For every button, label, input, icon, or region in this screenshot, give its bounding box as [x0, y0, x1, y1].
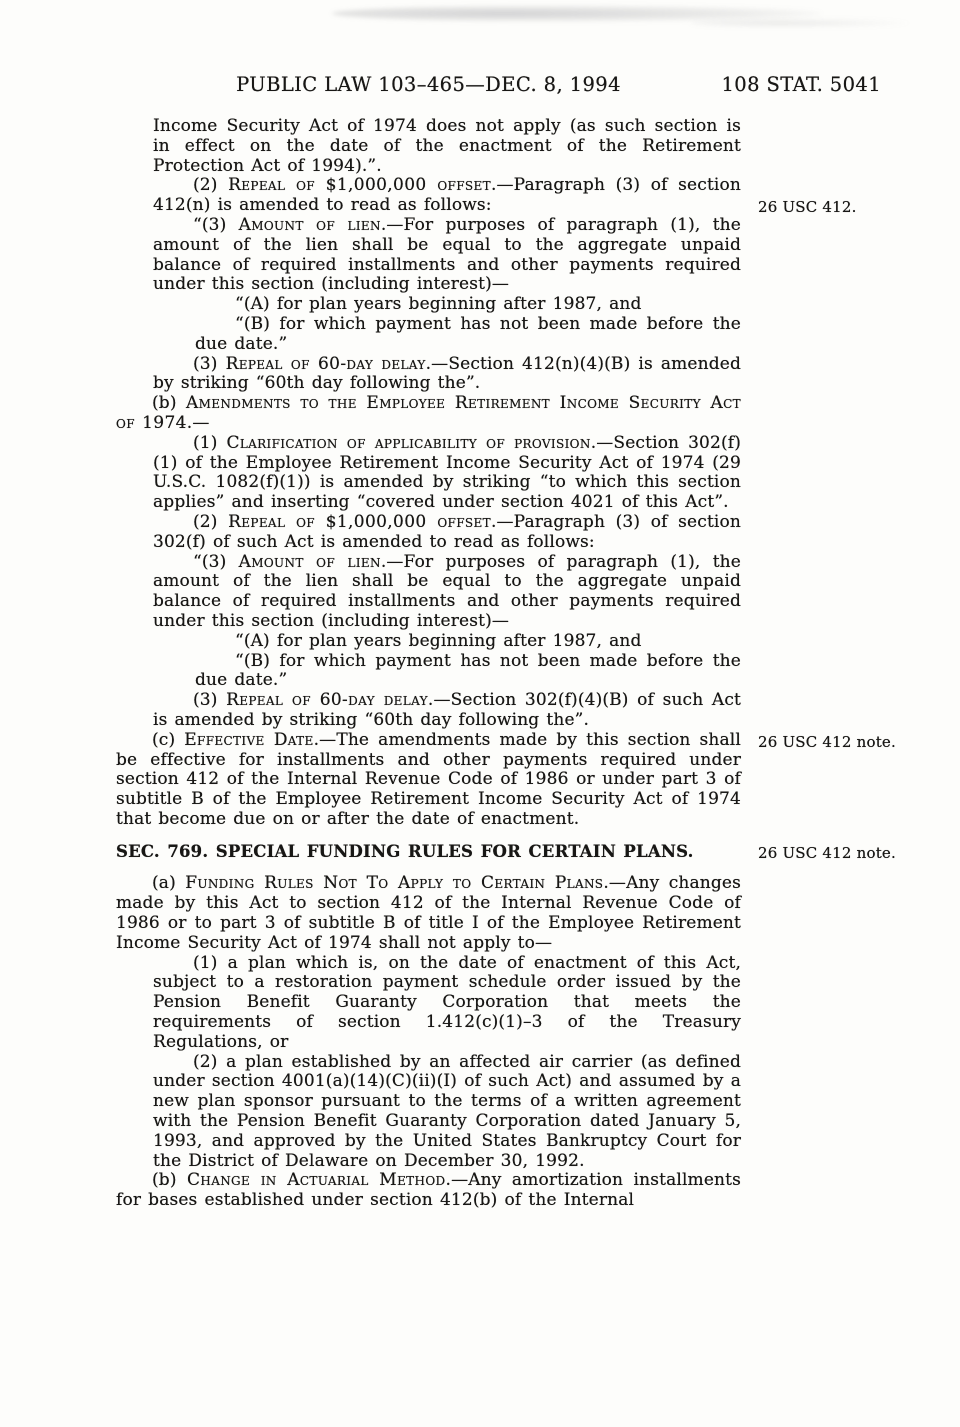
text-run: .—Paragraph (3) of section 302(f) of such Act is amended to read as follows:: [153, 511, 741, 552]
text-run: (a): [152, 873, 186, 894]
text-run: “(A) for plan years beginning after 1987, and: [235, 630, 642, 651]
text-run: “(B) for which payment has not been made before the due date.”: [195, 650, 741, 691]
para-a-funding-rules: [116, 874, 741, 953]
text-run: (3): [193, 690, 227, 711]
subpara-B-erisa: [195, 652, 741, 692]
text-run: (b): [152, 1170, 188, 1191]
scan-artifact-smudge: [690, 18, 910, 28]
text-run: (2) a plan established by an affected air carrier (as defined under section 4001(a)(14)(C)(ii)(I) of such Act) and assumed by a new plan sponsor pursuant to the terms of a written agreement with the Pension Benefit Guaranty Corporation dated January 5, 1993, and approved by the United States Bankruptcy Court for the District of Delaware on December 30, 1992.: [153, 1051, 741, 1171]
usc-margin-note: 26 USC 412 note.: [758, 732, 896, 751]
text-run: (1) a plan which is, on the date of enactment of this Act, subject to a restoration payment schedule order issued by the Pension Benefit Guaranty Corporation that meets the requirements of section 1.412(c)(1)–3 of the Treasury Regulations, or: [153, 952, 741, 1052]
subpara-B: [195, 315, 741, 355]
text-run: .—The amendments made by this section shall be effective for installments and other payments required under section 412 of the Internal Revenue Code of 1986 or under part 3 of subtitle B of the Employee Retirement Income Security Act of 1974 that become due on or after the date of enactment.: [116, 729, 741, 829]
running-head-law-number: PUBLIC LAW 103–465—DEC. 8, 1994: [236, 73, 621, 96]
text-run: .—Section 412(n)(4)(B) is amended by striking “60th day following the”.: [153, 353, 741, 394]
small-caps-run: Amount of lien: [238, 551, 381, 572]
running-head: [0, 73, 960, 99]
text-run: “(A) for plan years beginning after 1987, and: [235, 294, 642, 315]
small-caps-run: Amendments to the Employee Retirement Income Security Act of 1974: [116, 393, 741, 433]
small-caps-run: Repeal of $1,000,000 offset: [228, 175, 491, 196]
small-caps-run: Repeal of $1,000,000 offset: [228, 511, 491, 532]
document-body: [116, 116, 896, 1211]
small-caps-run: Funding Rules Not To Apply to Certain Plans: [185, 873, 604, 894]
para-1-clarification: [153, 434, 741, 513]
para-3-repeal-60-day-delay: [153, 355, 741, 395]
text-run: .—: [186, 412, 210, 433]
small-caps-run: Repeal of 60-day delay: [226, 690, 428, 711]
subpara-A: [195, 295, 741, 315]
text-run: “(B) for which payment has not been made before the due date.”: [195, 313, 741, 354]
text-run: .—Any changes made by this Act to section 412 of the Internal Revenue Code of 1986 or to part 3 of subtitle B of title I of the Employee Retirement Income Security Act of 1974 shall not apply to—: [116, 873, 741, 953]
para-b-change-actuarial-method: [116, 1171, 741, 1211]
text-run: (2): [193, 175, 229, 196]
small-caps-run: Clarification of applicability of provision: [226, 432, 591, 453]
text-run: .—Section 302(f)(4)(B) of such Act is amended by striking “60th day following the”.: [153, 690, 741, 730]
text-run: .—Any amortization installments for bases established under section 412(b) of the Internal: [116, 1170, 741, 1211]
small-caps-run: Effective Date: [184, 729, 314, 750]
text-run: Income Security Act of 1974 does not apply (as such section is in effect on the date of the enactment of the Retirement Protection Act of 1994).”.: [153, 116, 741, 176]
text-run: .—For purposes of paragraph (1), the amount of the lien shall be equal to the aggregate unpaid balance of required installments and other payments required under this section (including interest)—: [153, 214, 741, 295]
text-run: (2): [193, 511, 229, 532]
text-run: SEC. 769. SPECIAL FUNDING RULES FOR CERTAIN PLANS.: [116, 841, 694, 861]
running-head-stat-citation: 108 STAT. 5041: [721, 73, 881, 96]
text-run: .—Paragraph (3) of section 412(n) is amended to read as follows:: [153, 175, 741, 216]
small-caps-run: Amount of lien: [238, 214, 381, 235]
usc-margin-note: 26 USC 412.: [758, 198, 857, 217]
text-run: (c): [152, 729, 185, 750]
usc-margin-note: 26 USC 412 note.: [758, 843, 896, 862]
para-3-amount-of-lien-erisa: [153, 553, 741, 632]
text-run: (b): [152, 393, 187, 414]
para-3-amount-of-lien: [153, 216, 741, 295]
para-2-repeal-offset-erisa: [153, 513, 741, 553]
para-c-effective-date: [116, 729, 896, 830]
para-2-repeal-offset: [153, 175, 857, 217]
text-run: (1): [193, 432, 227, 453]
continuation-paragraph: [153, 117, 741, 176]
para-3-repeal-60-day-delay-erisa: [153, 691, 741, 731]
sec-769-heading: [116, 841, 896, 862]
subpara-1-restoration-plan: [153, 954, 741, 1053]
text-run: .—For purposes of paragraph (1), the amount of the lien shall be equal to the aggregate unpaid balance of required installments and other payments required under this section (including interest)—: [153, 551, 741, 631]
subpara-A-erisa: [195, 632, 741, 652]
text-run: (3): [193, 353, 226, 374]
text-run: “(3): [193, 551, 239, 572]
small-caps-run: Repeal of 60-day delay: [225, 353, 426, 374]
text-run: .—Section 302(f)(1) of the Employee Retirement Income Security Act of 1974 (29 U.S.C. 1082(f)(1)) is amended by striking “to which this section applies” and inserting “covered under section 4021 of this Act”.: [153, 432, 741, 513]
para-b-amendments-erisa: [116, 394, 741, 434]
small-caps-run: Change in Actuarial Method: [187, 1170, 446, 1191]
text-run: “(3): [193, 214, 239, 235]
subpara-2-air-carrier-plan: [153, 1053, 741, 1172]
